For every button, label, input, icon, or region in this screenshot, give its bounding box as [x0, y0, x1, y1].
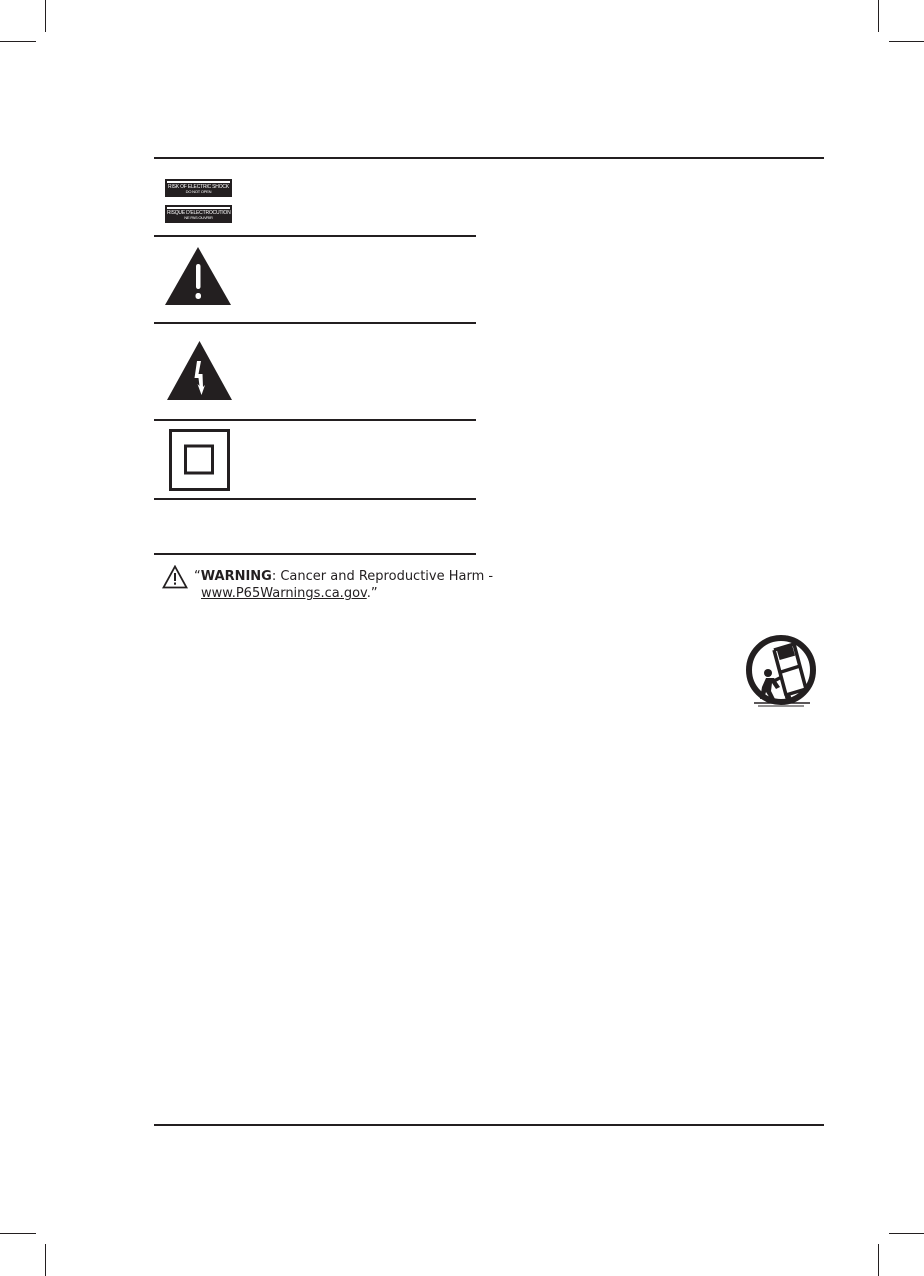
crop-mark-tr-v: [878, 0, 879, 32]
p65-link[interactable]: www.P65Warnings.ca.gov: [201, 586, 367, 601]
shock-label-line2: DO NOT OPEN: [185, 189, 212, 194]
crop-mark-bl-v: [45, 1244, 46, 1276]
prop65-warning-text: [194, 568, 493, 602]
label-bar: [167, 181, 230, 183]
close-quote: .”: [366, 586, 378, 601]
warning-triangle-icon: [162, 565, 188, 589]
crop-mark-tl-h: [0, 41, 36, 42]
crop-mark-br-h: [889, 1233, 924, 1234]
warning-keyword: WARNING: [200, 569, 272, 584]
divider-4: [154, 498, 476, 500]
crop-mark-br-v: [878, 1244, 879, 1276]
double-square-icon: [169, 429, 230, 491]
label-bar: [167, 207, 230, 209]
warning-message: : Cancer and Reproductive Harm -: [271, 569, 494, 584]
crop-mark-tl-v: [45, 0, 46, 32]
shock-label-line2: NE PAS OUVRIR: [184, 215, 213, 220]
divider-5: [154, 553, 476, 555]
divider-3: [154, 419, 476, 421]
shock-label-line1: RISQUE D'ELECTROCUTION: [167, 209, 231, 216]
divider-1: [154, 235, 476, 237]
crop-mark-tr-h: [889, 41, 924, 42]
shock-label-line1: RISK OF ELECTRIC SHOCK: [168, 183, 229, 190]
no-cart-tipover-icon: [744, 635, 820, 709]
open-quote: “: [194, 569, 201, 584]
crop-mark-bl-h: [0, 1233, 36, 1234]
shock-label-english: [165, 179, 232, 197]
exclamation-triangle-icon: [165, 247, 231, 305]
lightning-triangle-icon: [167, 341, 232, 400]
shock-label-french: [165, 205, 232, 223]
divider-2: [154, 322, 476, 324]
top-rule: [154, 157, 824, 159]
bottom-rule: [154, 1124, 824, 1126]
warning-line2: [194, 585, 493, 602]
